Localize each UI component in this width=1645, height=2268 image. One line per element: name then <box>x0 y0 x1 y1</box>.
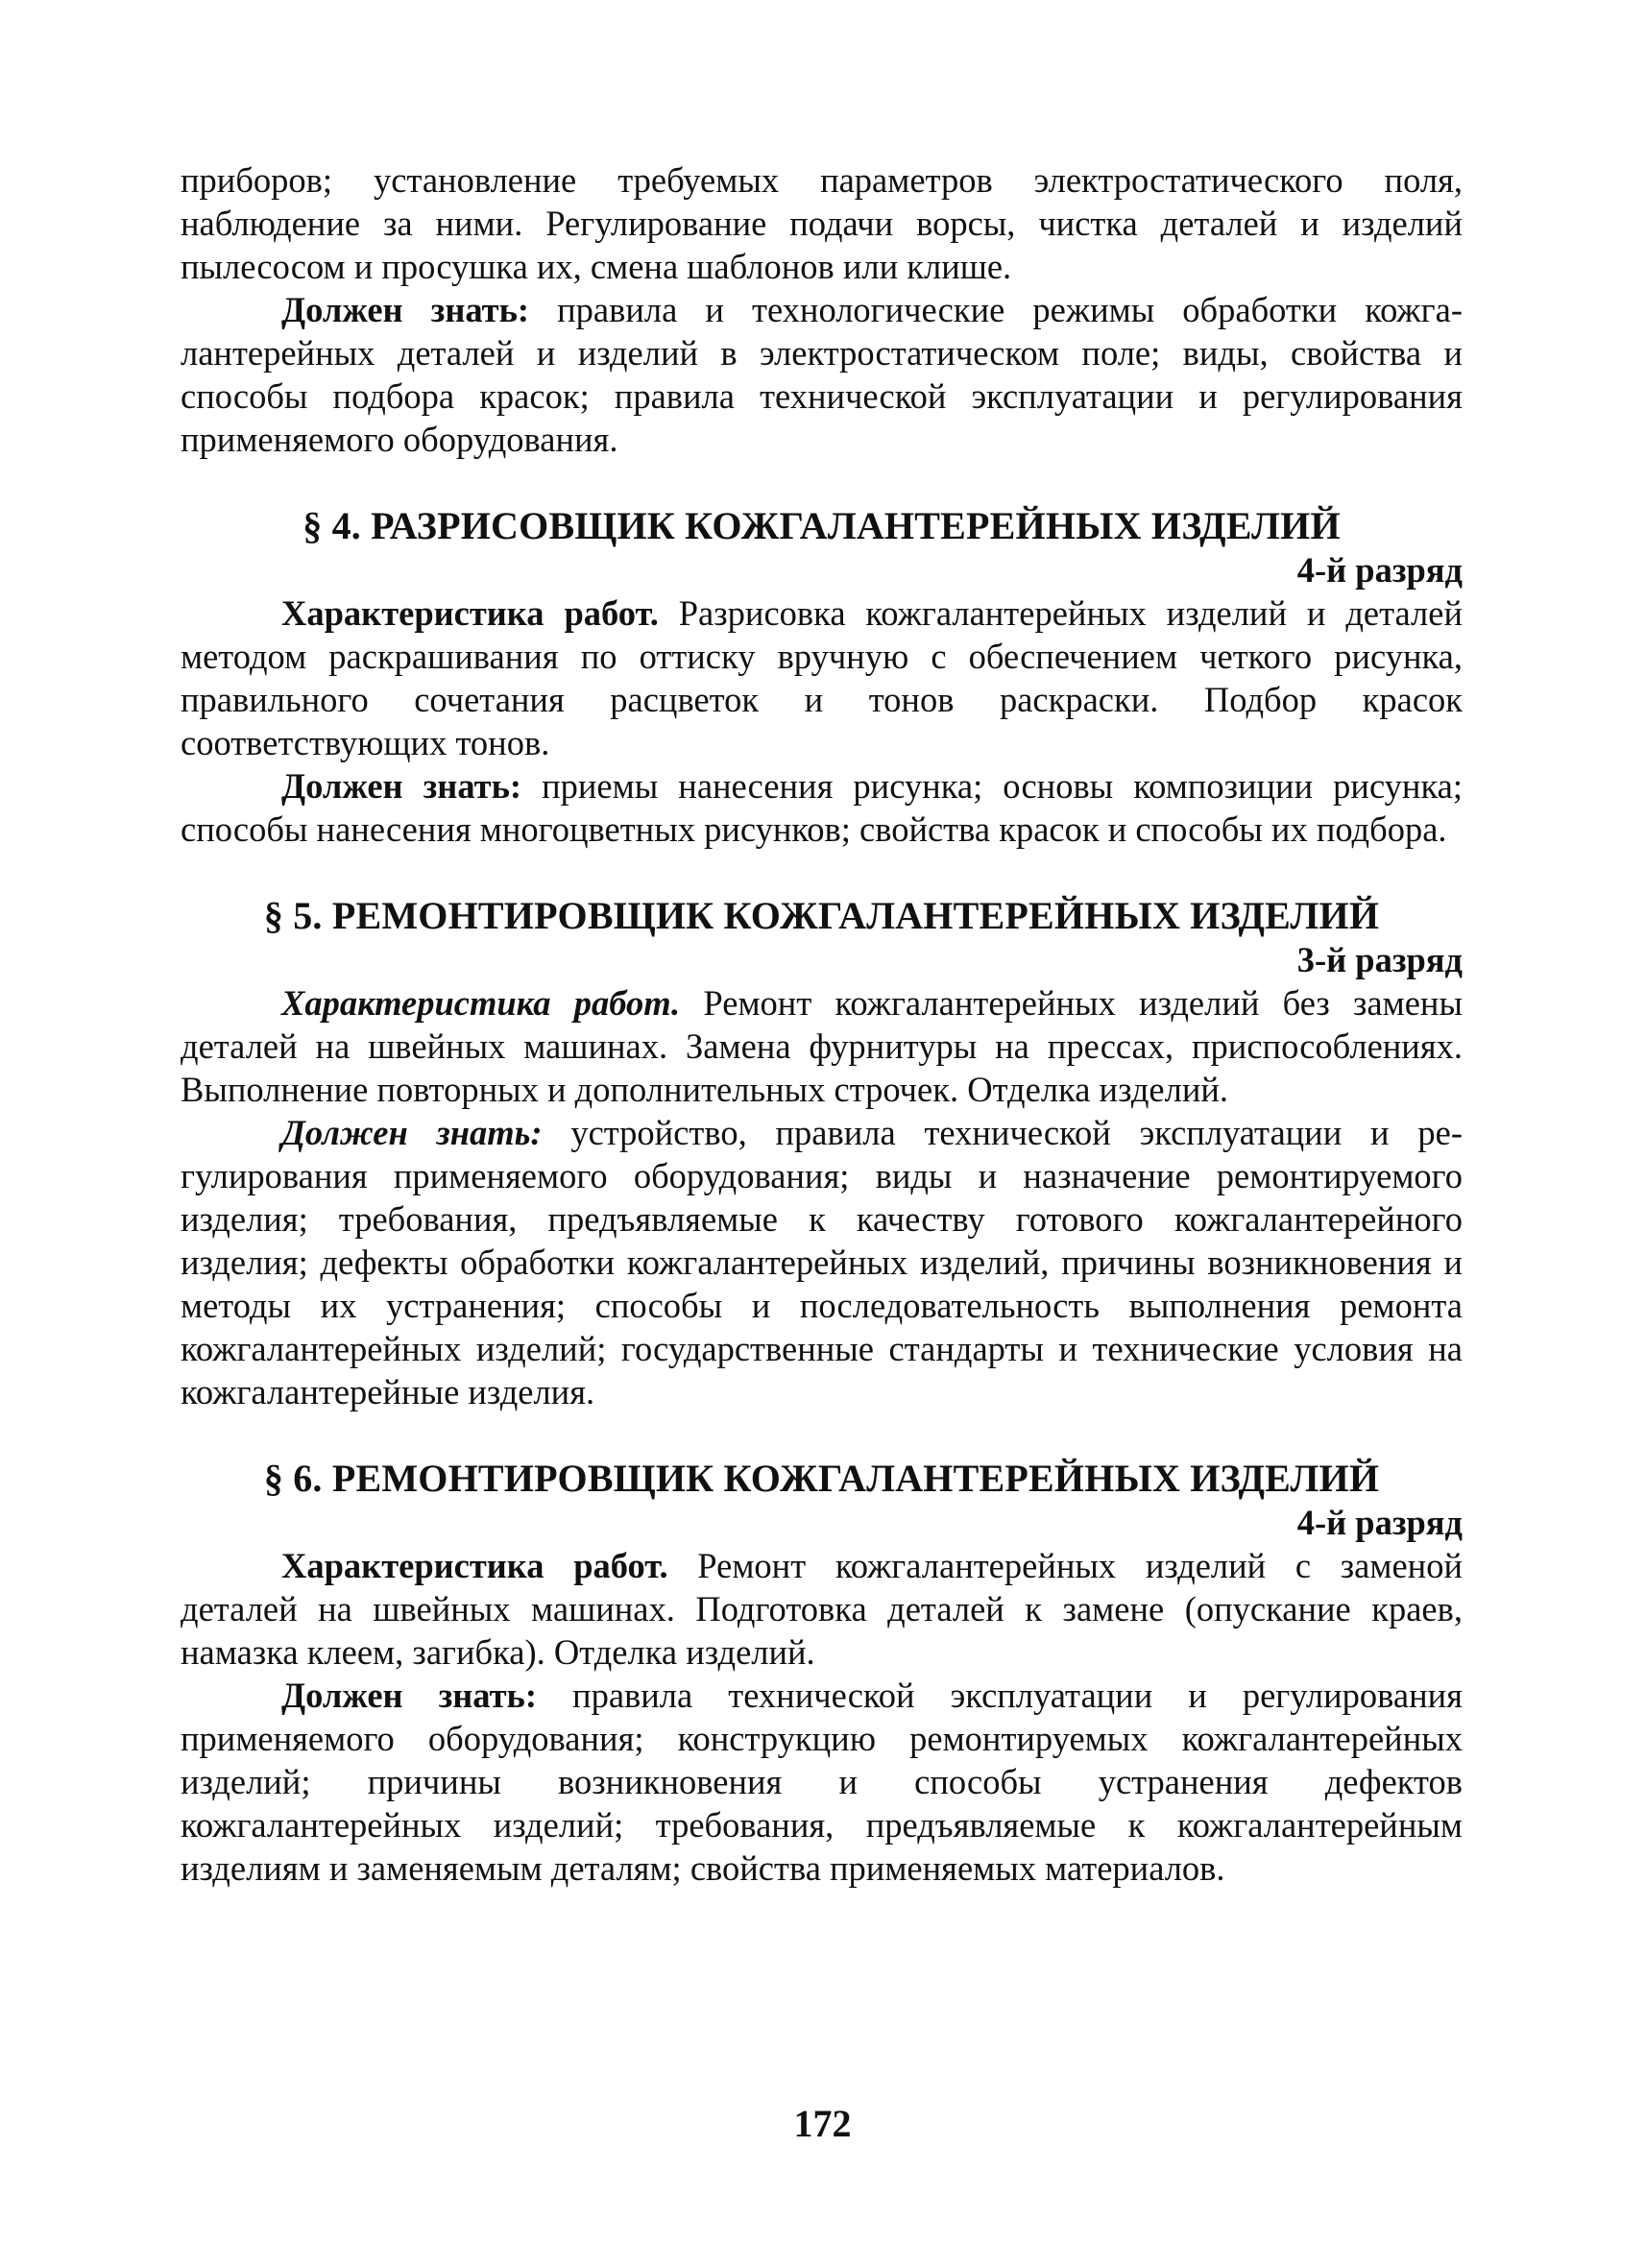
work-characteristics-label: Характеристика работ. <box>281 1546 668 1585</box>
grade-label: 4-й разряд <box>1296 550 1463 590</box>
section-title: § 4. РАЗРИСОВЩИК КОЖГАЛАНТЕРЕЙНЫХ ИЗДЕЛИЙ <box>302 504 1341 547</box>
section-title: § 5. РЕМОНТИРОВЩИК КОЖГАЛАНТЕРЕЙНЫХ ИЗДЕЛИЙ <box>263 894 1380 937</box>
intro-paragraph-1-text: приборов; установление требуемых параметров электростатического поля, наблюдение за ними. Регулирование подачи ворсы, чистка деталей и изделий пылесосом и просушка их, смена шаблонов или клише. <box>181 160 1463 286</box>
grade-label: 4-й разряд <box>1296 1503 1463 1542</box>
page-body <box>181 158 1463 1890</box>
work-characteristics-label: Характеристика работ. <box>281 593 659 633</box>
section-title: § 6. РЕМОНТИРОВЩИК КОЖГАЛАНТЕРЕЙНЫХ ИЗДЕЛИЙ <box>263 1457 1380 1500</box>
work-characteristics <box>181 591 1463 764</box>
must-know-label: Должен знать: <box>281 290 530 329</box>
must-know-text: устройство, правила технической эксплуатации и регулирования применяемого оборудования; виды и назначение ремонтируемого изделия; требования, предъявляемые к качеству готового кожгалантерейного изделия; дефекты обработки кожгалантерейных изделий, причины возникновения и методы их устранения; способы и последовательность выполнения ремонта кожгалантерейных изделий; государственные стандарты и технические условия на кожгалантерейные изделия. <box>181 1113 1463 1411</box>
section-5 <box>181 893 1463 1413</box>
page-number: 172 <box>793 2102 852 2145</box>
must-know-text: приемы нанесения рисунка; основы композиции рисунка; способы нанесения многоцветных рисунков; свойства красок и способы их подбора. <box>181 766 1463 849</box>
must-know <box>181 1111 1463 1413</box>
work-characteristics <box>181 981 1463 1111</box>
must-know-text: правила технической эксплуатации и регулирования применяемого оборудования; конструкцию ремонтируемых кожгалантерейных изделий; причины возникновения и способы устранения дефектов кожгалантерейных изделий; требования, предъявляемые к кожгалантерейным изделиям и заменяемым деталям; свойства применяемых материалов. <box>181 1676 1463 1888</box>
work-characteristics-text: Разрисовка кожгалантерейных изделий и деталей методом раскрашивания по оттиску вручную с обеспечением четкого рисунка, правильного сочетания расцветок и тонов раскраски. Подбор красок соответствующих тонов. <box>181 593 1463 762</box>
grade-label: 3-й разряд <box>1296 940 1463 979</box>
work-characteristics-text: Ремонт кожгалантерейных изделий с заменой деталей на швейных машинах. Подготовка деталей к замене (опускание краев, намазка клеем, загибка). Отделка изделий. <box>181 1546 1463 1672</box>
work-characteristics <box>181 1544 1463 1674</box>
section-4 <box>181 503 1463 851</box>
section-6 <box>181 1456 1463 1890</box>
must-know-label: Должен знать: <box>281 766 522 806</box>
must-know-text: правила и технологические режимы обработки кожгалантерейных деталей и изделий в электростатическом поле; виды, свойства и способы подбора красок; правила технической эксплуатации и регулирования применяемого оборудования. <box>181 290 1463 459</box>
must-know-label: Должен знать: <box>281 1676 537 1715</box>
work-characteristics-label: Характеристика работ. <box>281 983 681 1023</box>
intro-paragraph-1 <box>181 158 1463 288</box>
work-characteristics-text: Ремонт кожгалантерейных изделий без замены деталей на швейных машинах. Замена фурнитуры на прессах, приспособлениях. Выполнение повторных и дополнительных строчек. Отделка изделий. <box>181 983 1463 1109</box>
intro-paragraph-2 <box>181 288 1463 461</box>
must-know-label: Должен знать: <box>281 1113 543 1152</box>
must-know <box>181 764 1463 851</box>
must-know <box>181 1674 1463 1890</box>
